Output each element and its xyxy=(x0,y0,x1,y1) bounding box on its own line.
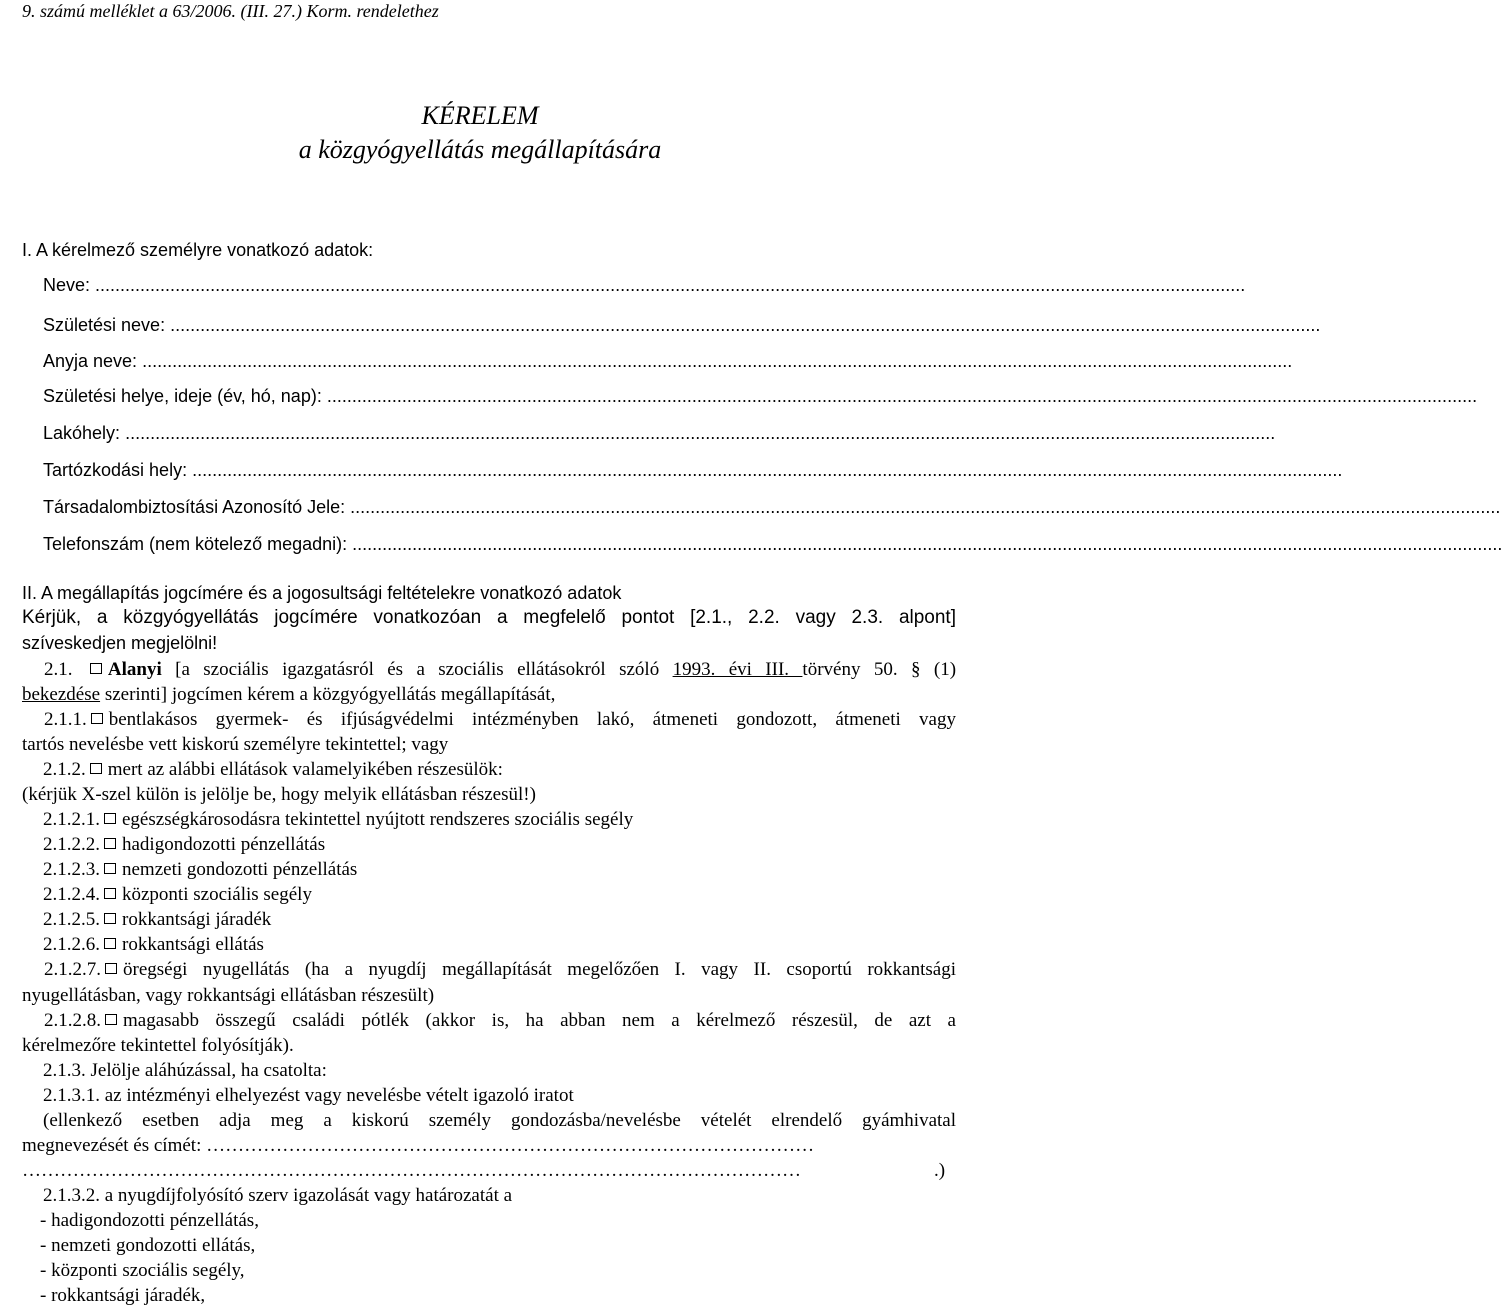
item-2-1-2: 2.1.2. mert az alábbi ellátások valamelyikében részesülök: xyxy=(43,759,503,780)
field-label: Neve: xyxy=(43,275,91,295)
field-label: Lakóhely: xyxy=(43,423,121,443)
form-title: KÉRELEM xyxy=(421,101,539,130)
field-residence[interactable] xyxy=(43,421,1276,445)
field-label: Társadalombiztosítási Azonosító Jele: xyxy=(43,497,346,517)
checkbox-benefit[interactable] xyxy=(104,813,116,824)
field-phone[interactable] xyxy=(43,532,1502,556)
item-2-1-cont: bekezdése szerinti] jogcímen kérem a közgyógyellátás megállapítását, xyxy=(22,684,556,705)
benefit-item-2-1-2-8-cont: kérelmezőre tekintettel folyósítják). xyxy=(22,1035,294,1056)
list-item: - nemzeti gondozotti ellátás, xyxy=(40,1235,256,1256)
form-subtitle: a közgyógyellátás megállapítására xyxy=(298,135,662,164)
item-2-1-3-1-note: (ellenkező esetben adja meg a kiskorú személy gondozásba/nevelésbe vételét elrendelő gyámhivatal xyxy=(43,1110,956,1131)
list-item: - hadigondozotti pénzellátás, xyxy=(40,1210,259,1231)
field-dotted-line[interactable]: ...................................................................................................................................................................................................................................... xyxy=(170,315,1321,335)
benefit-item: 2.1.2.6. rokkantsági ellátás xyxy=(43,934,264,955)
section2-intro: Kérjük, a közgyógyellátás jogcímére vonatkozóan a megfelelő pontot [2.1., 2.2. vagy 2.3. alpont] xyxy=(22,607,956,628)
annex-header: 9. számú melléklet a 63/2006. (III. 27.) Korm. rendelethez xyxy=(22,1,439,21)
section2-heading: II. A megállapítás jogcímére és a jogosultsági feltételekre vonatkozó adatok xyxy=(22,583,622,603)
field-dotted-line[interactable]: ...................................................................................................................................................................................................................................... xyxy=(326,386,1478,406)
list-item: - rokkantsági járadék, xyxy=(40,1285,206,1306)
checkbox-2-1-1[interactable] xyxy=(91,713,103,724)
checkbox-benefit[interactable] xyxy=(104,838,116,849)
item-2-1: 2.1. Alanyi [a szociális igazgatásról és a szociális ellátásokról szóló 1993. évi III. törvény 50. § (1) xyxy=(44,659,957,680)
field-dotted-line[interactable]: …………………………………………………………………………………………………………… xyxy=(22,1160,801,1181)
guardianship-authority-field[interactable]: megnevezését és címét: …………………………………………………………………………………… xyxy=(22,1134,916,1158)
field-taj-number[interactable] xyxy=(43,495,1501,519)
checkbox-benefit[interactable] xyxy=(105,963,117,974)
field-label: Születési helye, ideje (év, hó, nap): xyxy=(43,386,322,406)
benefit-item-2-1-2-7: 2.1.2.7. öregségi nyugellátás (ha a nyugdíj megállapítását megelőzően I. vagy II. csoportú rokkantsági xyxy=(44,959,956,980)
checkbox-benefit[interactable] xyxy=(105,1014,117,1025)
benefit-item: 2.1.2.1. egészségkárosodásra tekintettel nyújtott rendszeres szociális segély xyxy=(43,809,634,830)
field-mother-name[interactable] xyxy=(43,349,1293,373)
field-dotted-line[interactable]: ...................................................................................................................................................................................................................................... xyxy=(352,534,1502,554)
benefit-item: 2.1.2.3. nemzeti gondozotti pénzellátás xyxy=(43,859,358,880)
benefit-item: 2.1.2.2. hadigondozotti pénzellátás xyxy=(43,834,326,855)
checkbox-benefit[interactable] xyxy=(104,888,116,899)
benefit-item: 2.1.2.4. központi szociális segély xyxy=(43,884,312,905)
section-sign-icon: § xyxy=(910,659,921,680)
item-2-1-3: 2.1.3. Jelölje aláhúzással, ha csatolta: xyxy=(43,1060,327,1081)
field-name[interactable] xyxy=(43,273,1246,297)
list-item: - központi szociális segély, xyxy=(40,1260,245,1281)
item-2-1-3-1[interactable]: 2.1.3.1. az intézményi elhelyezést vagy nevelésbe vételt igazoló iratot xyxy=(43,1085,574,1106)
field-dotted-line[interactable]: …………………………………………………………………………………… xyxy=(206,1135,815,1156)
field-dotted-line[interactable]: ...................................................................................................................................................................................................................................... xyxy=(142,351,1293,371)
checkbox-benefit[interactable] xyxy=(104,938,116,949)
item-2-1-1-cont: tartós nevelésbe vett kiskorú személyre tekintettel; vagy xyxy=(22,734,449,755)
checkbox-2-1-2[interactable] xyxy=(90,763,102,774)
item-2-1-2-note: (kérjük X-szel külön is jelölje be, hogy melyik ellátásban részesül!) xyxy=(22,784,536,805)
benefit-item: 2.1.2.5. rokkantsági járadék xyxy=(43,909,272,930)
field-stay-place[interactable] xyxy=(43,458,1343,482)
guardianship-authority-field-cont[interactable]: …………………………………………………………………………………………………………… .) xyxy=(22,1160,946,1181)
item-2-1-1: 2.1.1. bentlakásos gyermek- és ifjúságvédelmi intézményben lakó, átmeneti gondozott, átmeneti vagy xyxy=(44,709,956,730)
field-dotted-line[interactable]: ...................................................................................................................................................................................................................................... xyxy=(192,460,1343,480)
checkbox-2-1[interactable] xyxy=(90,663,102,674)
field-birth-place-date[interactable] xyxy=(43,384,1478,408)
section2-intro-cont: szíveskedjen megjelölni! xyxy=(22,633,218,653)
field-dotted-line[interactable]: ...................................................................................................................................................................................................................................... xyxy=(350,497,1501,517)
section1-heading: I. A kérelmező személyre vonatkozó adatok: xyxy=(22,240,374,260)
benefit-item-2-1-2-8: 2.1.2.8. magasabb összegű családi pótlék (akkor is, ha abban nem a kérelmező részesül, de azt a xyxy=(44,1010,956,1031)
field-label: Telefonszám (nem kötelező megadni): xyxy=(43,534,348,554)
field-label: Anyja neve: xyxy=(43,351,138,371)
checkbox-benefit[interactable] xyxy=(104,863,116,874)
item-2-1-3-2[interactable]: 2.1.3.2. a nyugdíjfolyósító szerv igazolását vagy határozatát a xyxy=(43,1185,513,1206)
field-dotted-line[interactable]: ...................................................................................................................................................................................................................................... xyxy=(95,275,1246,295)
field-label: Születési neve: xyxy=(43,315,166,335)
field-label: Tartózkodási hely: xyxy=(43,460,188,480)
field-birth-name[interactable] xyxy=(43,313,1321,337)
field-dotted-line[interactable]: ...................................................................................................................................................................................................................................... xyxy=(125,423,1276,443)
benefit-item-2-1-2-7-cont: nyugellátásban, vagy rokkantsági ellátásban részesült) xyxy=(22,985,435,1006)
checkbox-benefit[interactable] xyxy=(104,913,116,924)
